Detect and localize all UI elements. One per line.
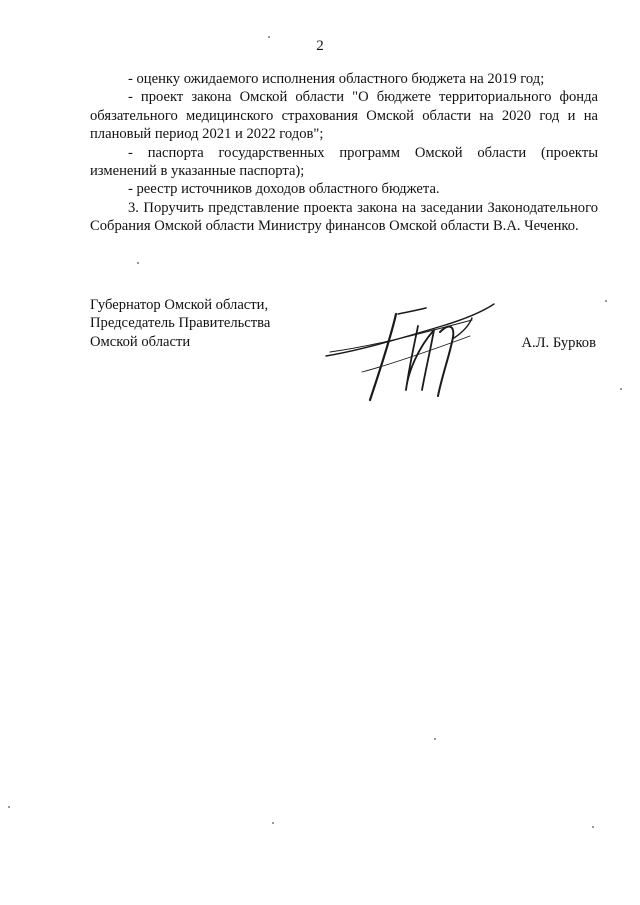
paragraph-program-passports: - паспорта государственных программ Омской области (проекты изменений в указанные паспорта); — [90, 144, 598, 180]
paragraph-instruction-3: 3. Поручить представление проекта закона на заседании Законодательного Собрания Омской области Министру финансов Омской области В.А. Чеченко. — [90, 199, 598, 235]
signer-name: А.Л. Бурков — [521, 335, 596, 351]
paragraph-insurance-fund-law: - проект закона Омской области "О бюджете территориального фонда обязательного медицинского страхования Омской области на 2020 год и на плановый период 2021 и 2022 годов"; — [90, 89, 598, 143]
page-number: 2 — [316, 38, 324, 54]
paragraph-budget-estimate: - оценку ожидаемого исполнения областного бюджета на 2019 год; — [128, 71, 545, 87]
signer-title-line-2: Председатель Правительства — [90, 315, 271, 332]
handwritten-signature-icon — [322, 302, 507, 402]
document-body — [90, 70, 598, 236]
scan-speck — [605, 300, 607, 302]
signer-title-line-1: Губернатор Омской области, — [90, 297, 269, 313]
scan-speck — [620, 388, 622, 390]
scan-speck — [8, 806, 10, 808]
scan-speck — [137, 262, 139, 264]
signer-title — [90, 296, 320, 351]
signature-block — [90, 296, 598, 406]
paragraph-revenue-registry: - реестр источников доходов областного бюджета. — [128, 181, 440, 198]
signer-title-line-3: Омской области — [90, 333, 191, 350]
scan-speck — [272, 822, 274, 824]
scan-speck — [592, 826, 594, 828]
scan-speck — [434, 738, 436, 740]
scan-speck — [268, 36, 270, 38]
